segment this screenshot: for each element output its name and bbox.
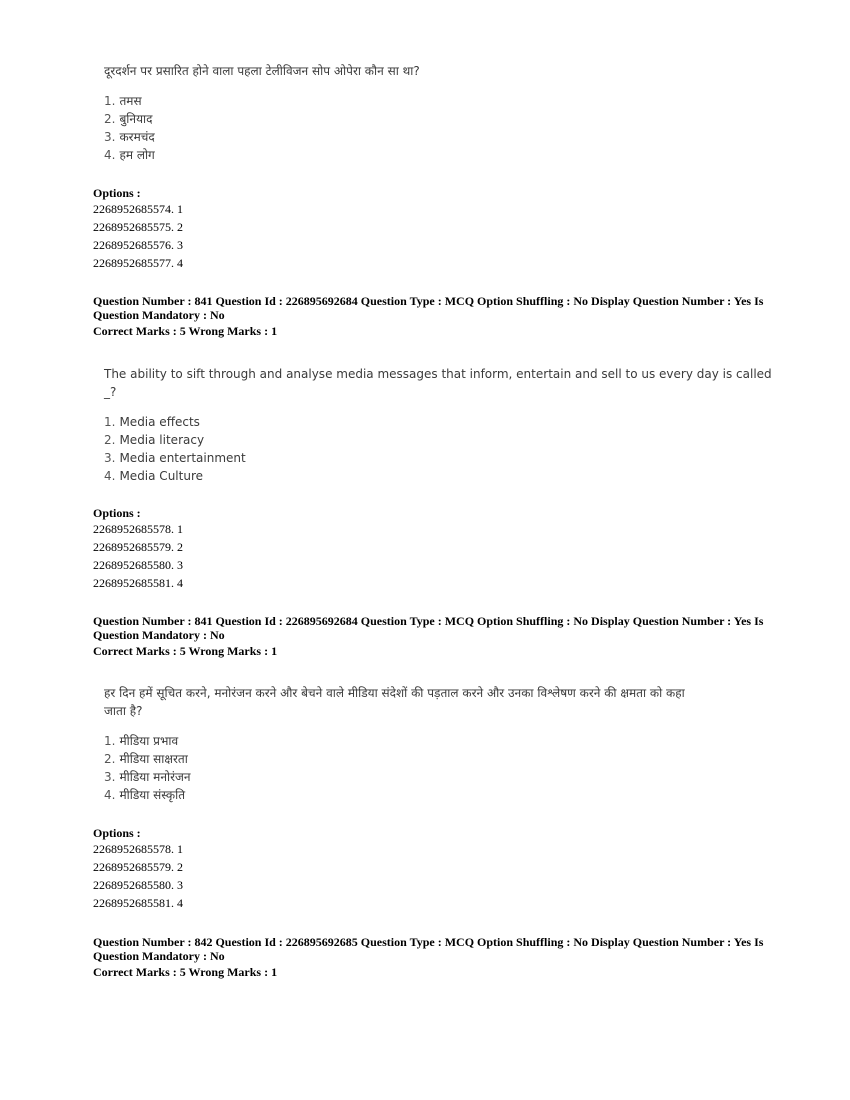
- options-label: Options :: [93, 506, 141, 520]
- question-text-cont: जाता है?: [104, 704, 143, 718]
- choice-text: मीडिया मनोरंजन: [119, 770, 191, 784]
- choice-4: [104, 786, 744, 804]
- choice-text: मीडिया प्रभाव: [119, 734, 179, 748]
- choice-4: [104, 146, 744, 164]
- choice-1: [104, 413, 744, 431]
- choice-number: 2.: [104, 433, 116, 447]
- choice-number: 3.: [104, 130, 116, 144]
- choice-number: 1.: [104, 415, 116, 429]
- choice-text: Media literacy: [119, 433, 205, 447]
- option-id: 2268952685578. 1: [93, 842, 183, 856]
- question-text: The ability to sift through and analyse media messages that inform, entertain and sell to us every day is called: [104, 367, 772, 381]
- choice-text: Media entertainment: [119, 451, 246, 465]
- choice-1: [104, 732, 744, 750]
- option-id: 2268952685581. 4: [93, 896, 183, 910]
- question-meta-info: Question Number : 841 Question Id : 226895692684 Question Type : MCQ Option Shuffling : No Display Question Number : Yes Is Question Mandatory : No: [93, 614, 764, 642]
- option-id: 2268952685580. 3: [93, 878, 183, 892]
- option-id: 2268952685581. 4: [93, 576, 183, 590]
- marks-info: Correct Marks : 5 Wrong Marks : 1: [93, 644, 278, 658]
- choice-number: 4.: [104, 148, 116, 162]
- question-meta: [93, 935, 773, 979]
- choice-2: [104, 750, 744, 768]
- option-id: 2268952685575. 2: [93, 220, 183, 234]
- choice-3: [104, 768, 744, 786]
- option-id: 2268952685574. 1: [93, 202, 183, 216]
- choice-text: Media Culture: [119, 469, 203, 483]
- question-meta: [93, 294, 773, 338]
- question-meta: [93, 614, 773, 658]
- options-label: Options :: [93, 826, 141, 840]
- choice-text: बुनियाद: [119, 112, 153, 126]
- choice-3: [104, 449, 744, 467]
- choice-text: मीडिया संस्कृति: [119, 788, 186, 802]
- choice-3: [104, 128, 744, 146]
- question-image-2: [104, 365, 772, 485]
- choice-1: [104, 92, 744, 110]
- options-list: [93, 200, 183, 272]
- option-id: 2268952685579. 2: [93, 540, 183, 554]
- option-id: 2268952685576. 3: [93, 238, 183, 252]
- question-image-1: [104, 62, 744, 164]
- choice-number: 4.: [104, 788, 116, 802]
- choice-number: 1.: [104, 94, 116, 108]
- choice-number: 1.: [104, 734, 116, 748]
- question-text: हर दिन हमें सूचित करने, मनोरंजन करने और बेचने वाले मीडिया संदेशों की पड़ताल करने और उनका विश्लेषण करने की क्षमता को कहा: [104, 686, 685, 700]
- options-list: [93, 840, 183, 912]
- marks-info: Correct Marks : 5 Wrong Marks : 1: [93, 965, 278, 979]
- options-list: [93, 520, 183, 592]
- choice-2: [104, 431, 744, 449]
- choice-number: 3.: [104, 451, 116, 465]
- option-id: 2268952685580. 3: [93, 558, 183, 572]
- choice-number: 2.: [104, 752, 116, 766]
- option-id: 2268952685577. 4: [93, 256, 183, 270]
- choice-text: हम लोग: [119, 148, 155, 162]
- choice-text: तमस: [119, 94, 142, 108]
- choice-number: 3.: [104, 770, 116, 784]
- choice-number: 2.: [104, 112, 116, 126]
- option-id: 2268952685579. 2: [93, 860, 183, 874]
- choice-4: [104, 467, 744, 485]
- choice-2: [104, 110, 744, 128]
- option-id: 2268952685578. 1: [93, 522, 183, 536]
- question-meta-info: Question Number : 841 Question Id : 226895692684 Question Type : MCQ Option Shuffling : No Display Question Number : Yes Is Question Mandatory : No: [93, 294, 764, 322]
- choice-text: Media effects: [119, 415, 200, 429]
- question-text-cont: _?: [104, 385, 117, 399]
- options-label: Options :: [93, 186, 141, 200]
- choice-text: करमचंद: [119, 130, 155, 144]
- question-text: दूरदर्शन पर प्रसारित होने वाला पहला टेलीविजन सोप ओपेरा कौन सा था?: [104, 64, 420, 78]
- question-image-3: [104, 684, 744, 804]
- marks-info: Correct Marks : 5 Wrong Marks : 1: [93, 324, 278, 338]
- question-meta-info: Question Number : 842 Question Id : 226895692685 Question Type : MCQ Option Shuffling : No Display Question Number : Yes Is Question Mandatory : No: [93, 935, 764, 963]
- choice-text: मीडिया साक्षरता: [119, 752, 188, 766]
- choice-number: 4.: [104, 469, 116, 483]
